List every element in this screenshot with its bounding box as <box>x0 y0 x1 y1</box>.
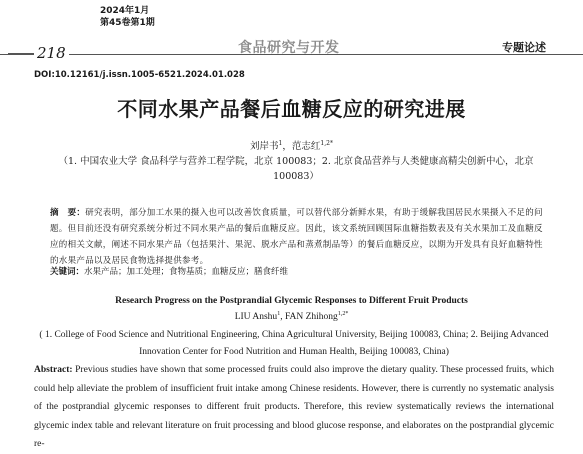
abstract-label: Abstract: <box>34 365 73 375</box>
journal-name: 食品研究与开发 <box>238 40 340 56</box>
author-name: LIU Anshu <box>234 312 278 322</box>
author-separator: , <box>280 312 285 322</box>
abstract-text: Previous studies have shown that some processed fruits could also improve the dietary quality. These processed fruits, which could help alleviate the problem of insufficient fruit intake among Chinese residents. However, there is currently no systematic analysis of the postprandial glycemic responses to different fruit products. Therefore, this review systematically reviews the international glycemic index table and relevant literature on fruit processing and blood glucose response, and elaborates on the postprandial glycemic re- <box>34 365 554 449</box>
author-name: 范志红 <box>291 141 321 152</box>
author-name: FAN Zhihong <box>284 312 338 322</box>
affiliation-cn: （1. 中国农业大学 食品科学与营养工程学院，北京 100083；2. 北京食品营养与人类健康高精尖创新中心，北京 100083） <box>58 156 534 182</box>
keywords-label: 关键词： <box>50 267 85 277</box>
author-separator: ， <box>282 141 292 152</box>
authors-cn <box>0 138 583 152</box>
author-name: 刘岸书 <box>250 141 279 152</box>
issue-volume: 第45卷第1期 <box>100 18 155 28</box>
issue-date: 2024年1月 <box>100 6 150 16</box>
abstract-cn <box>50 205 545 269</box>
keywords-cn <box>50 265 545 279</box>
abstract-text: 研究表明，部分加工水果的摄入也可以改善饮食质量，可以替代部分新鲜水果，有助于缓解我国居民水果摄入不足的问题。但目前还没有研究系统分析过不同水果产品的餐后血糖反应。因此，该文系统回顾国际血糖指数表及有关水果加工及血糖反应的相关文献，阐述不同水果产品（包括果汁、果泥、脱水产品和蒸煮制品等）的餐后血糖反应，以期为开发具有良好血糖特性的水果产品以及居民食物选择提供参考。 <box>50 208 543 266</box>
section-name: 专题论述 <box>502 41 546 54</box>
author-affil-sup: 1 <box>277 310 281 317</box>
affiliation-en: ( 1. College of Food Science and Nutritional Engineering, China Agricultural University, Beijing 100083, China; 2. Beijing Advanced Innovation Center for Food Nutrition and Human Health, Beijing 100083, China) <box>39 330 549 357</box>
author-affil-sup: 1,2* <box>337 310 349 317</box>
abstract-label: 摘 要： <box>50 208 86 218</box>
author-affil-sup: 1,2* <box>320 139 333 147</box>
keywords-text: 水果产品；加工处理；食物基质；血糖反应；膳食纤维 <box>84 267 289 277</box>
page-number: 218 <box>34 44 69 62</box>
article-title-cn: 不同水果产品餐后血糖反应的研究进展 <box>117 97 466 121</box>
doi: DOI:10.12161/j.issn.1005-6521.2024.01.028 <box>34 70 245 80</box>
abstract-en <box>34 361 554 454</box>
page-number-dash <box>8 53 34 54</box>
author-affil-sup: 1 <box>278 139 283 147</box>
article-title-en: Research Progress on the Postprandial Glycemic Responses to Different Fruit Products <box>115 296 468 306</box>
authors-en <box>0 312 583 322</box>
